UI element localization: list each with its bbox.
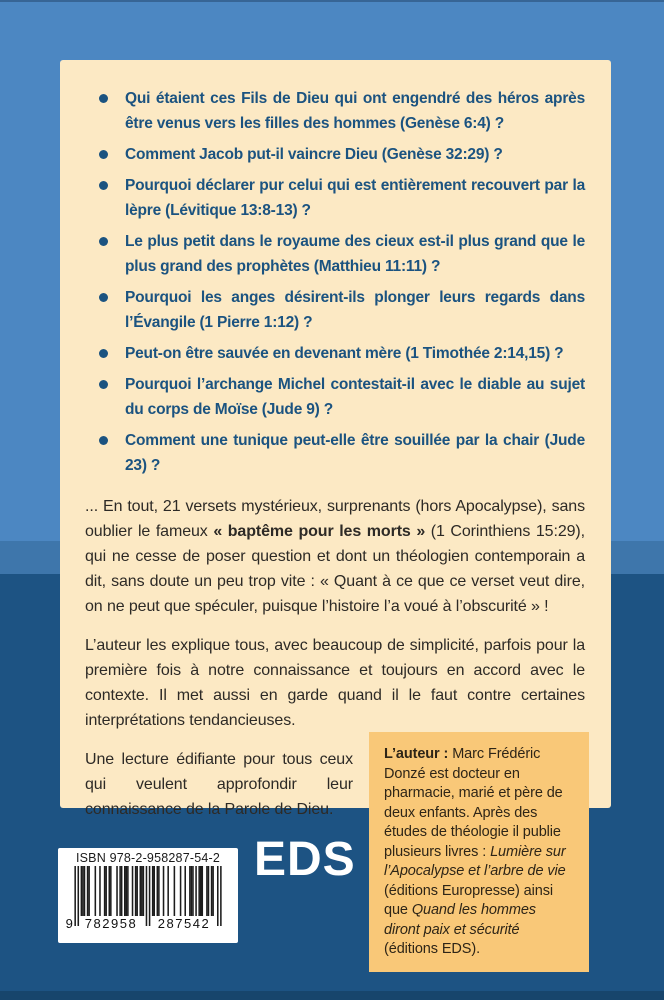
question-text: Le plus petit dans le royaume des cieux est-il plus grand que le plus grand des prophètes (Matthieu 11:11) ? — [125, 233, 585, 275]
closing-paragraph: Une lecture édifiante pour tous ceux qui veulent approfondir leur connaissance de la Parole de Dieu. — [85, 751, 353, 818]
text-segment: ... En tout, 21 versets mystérieux, surprenants (hors Apocalypse), sans oublier le fameux — [85, 498, 585, 540]
question-item — [85, 341, 585, 366]
questions-panel — [60, 60, 611, 818]
barcode — [66, 866, 230, 937]
text-segment: (1 Corinthiens 15:29), qui ne cesse de poser question et dont un théologien contemporain a dit, sans doute un peu trop vite : « Quant à ce que ce verset veut dire, on ne peut que spéculer, puisque l’histoire l’a voué à l’obscurité » ! — [85, 523, 585, 615]
svg-text:287542: 287542 — [157, 916, 211, 931]
text-segment: L’auteur : — [384, 746, 453, 762]
intro-paragraph — [85, 494, 585, 619]
top-edge-shadow — [0, 0, 664, 2]
isbn-label: ISBN 978-2-958287-54-2 — [75, 851, 221, 865]
question-item — [85, 428, 585, 478]
question-text: Pourquoi l’archange Michel contestait-il avec le diable au sujet du corps de Moïse (Jude 9) ? — [125, 376, 585, 418]
question-item — [85, 372, 585, 422]
questions-list — [85, 86, 585, 478]
text-segment: (éditions EDS). — [384, 941, 481, 957]
svg-text:782958: 782958 — [84, 916, 138, 931]
question-item — [85, 285, 585, 335]
question-item — [85, 142, 585, 167]
question-item — [85, 86, 585, 136]
question-text: Pourquoi déclarer pur celui qui est entièrement recouvert par la lèpre (Lévitique 13:8-13) ? — [125, 177, 585, 219]
text-segment: (éditions Europresse) ainsi que — [384, 882, 553, 918]
background-band-footer — [0, 991, 664, 1000]
question-item — [85, 229, 585, 279]
publisher-logo: EDS — [254, 833, 356, 886]
explains-paragraph: L’auteur les explique tous, avec beaucoup de simplicité, parfois pour la première fois à notre connaissance et toujours en accord avec le contexte. Il met aussi en garde quand il le faut contre certaines interprétations tendancieuses. — [85, 637, 585, 729]
question-text: Pourquoi les anges désirent-ils plonger leurs regards dans l’Évangile (1 Pierre 1:12) ? — [125, 289, 585, 331]
author-box — [369, 732, 589, 972]
isbn-box — [58, 848, 238, 943]
text-segment: Quand les hommes diront paix et sécurité — [384, 902, 536, 938]
text-segment: Marc Frédéric Donzé est docteur en pharmacie, marié et père de deux enfants. Après des études de théologie il publie plusieurs livres : — [384, 746, 563, 860]
question-text: Comment une tunique peut-elle être souillée par la chair (Jude 23) ? — [125, 432, 585, 474]
question-text: Qui étaient ces Fils de Dieu qui ont engendré des héros après être venus vers les filles des hommes (Genèse 6:4) ? — [125, 90, 585, 132]
question-text: Peut-on être sauvée en devenant mère (1 Timothée 2:14,15) ? — [125, 345, 564, 362]
question-text: Comment Jacob put-il vaincre Dieu (Genèse 32:29) ? — [125, 146, 503, 163]
svg-text:9: 9 — [66, 916, 75, 931]
text-segment: Lumière sur l’Apocalypse et l’arbre de vie — [384, 843, 566, 879]
text-segment: « baptême pour les morts » — [213, 523, 426, 540]
question-item — [85, 173, 585, 223]
